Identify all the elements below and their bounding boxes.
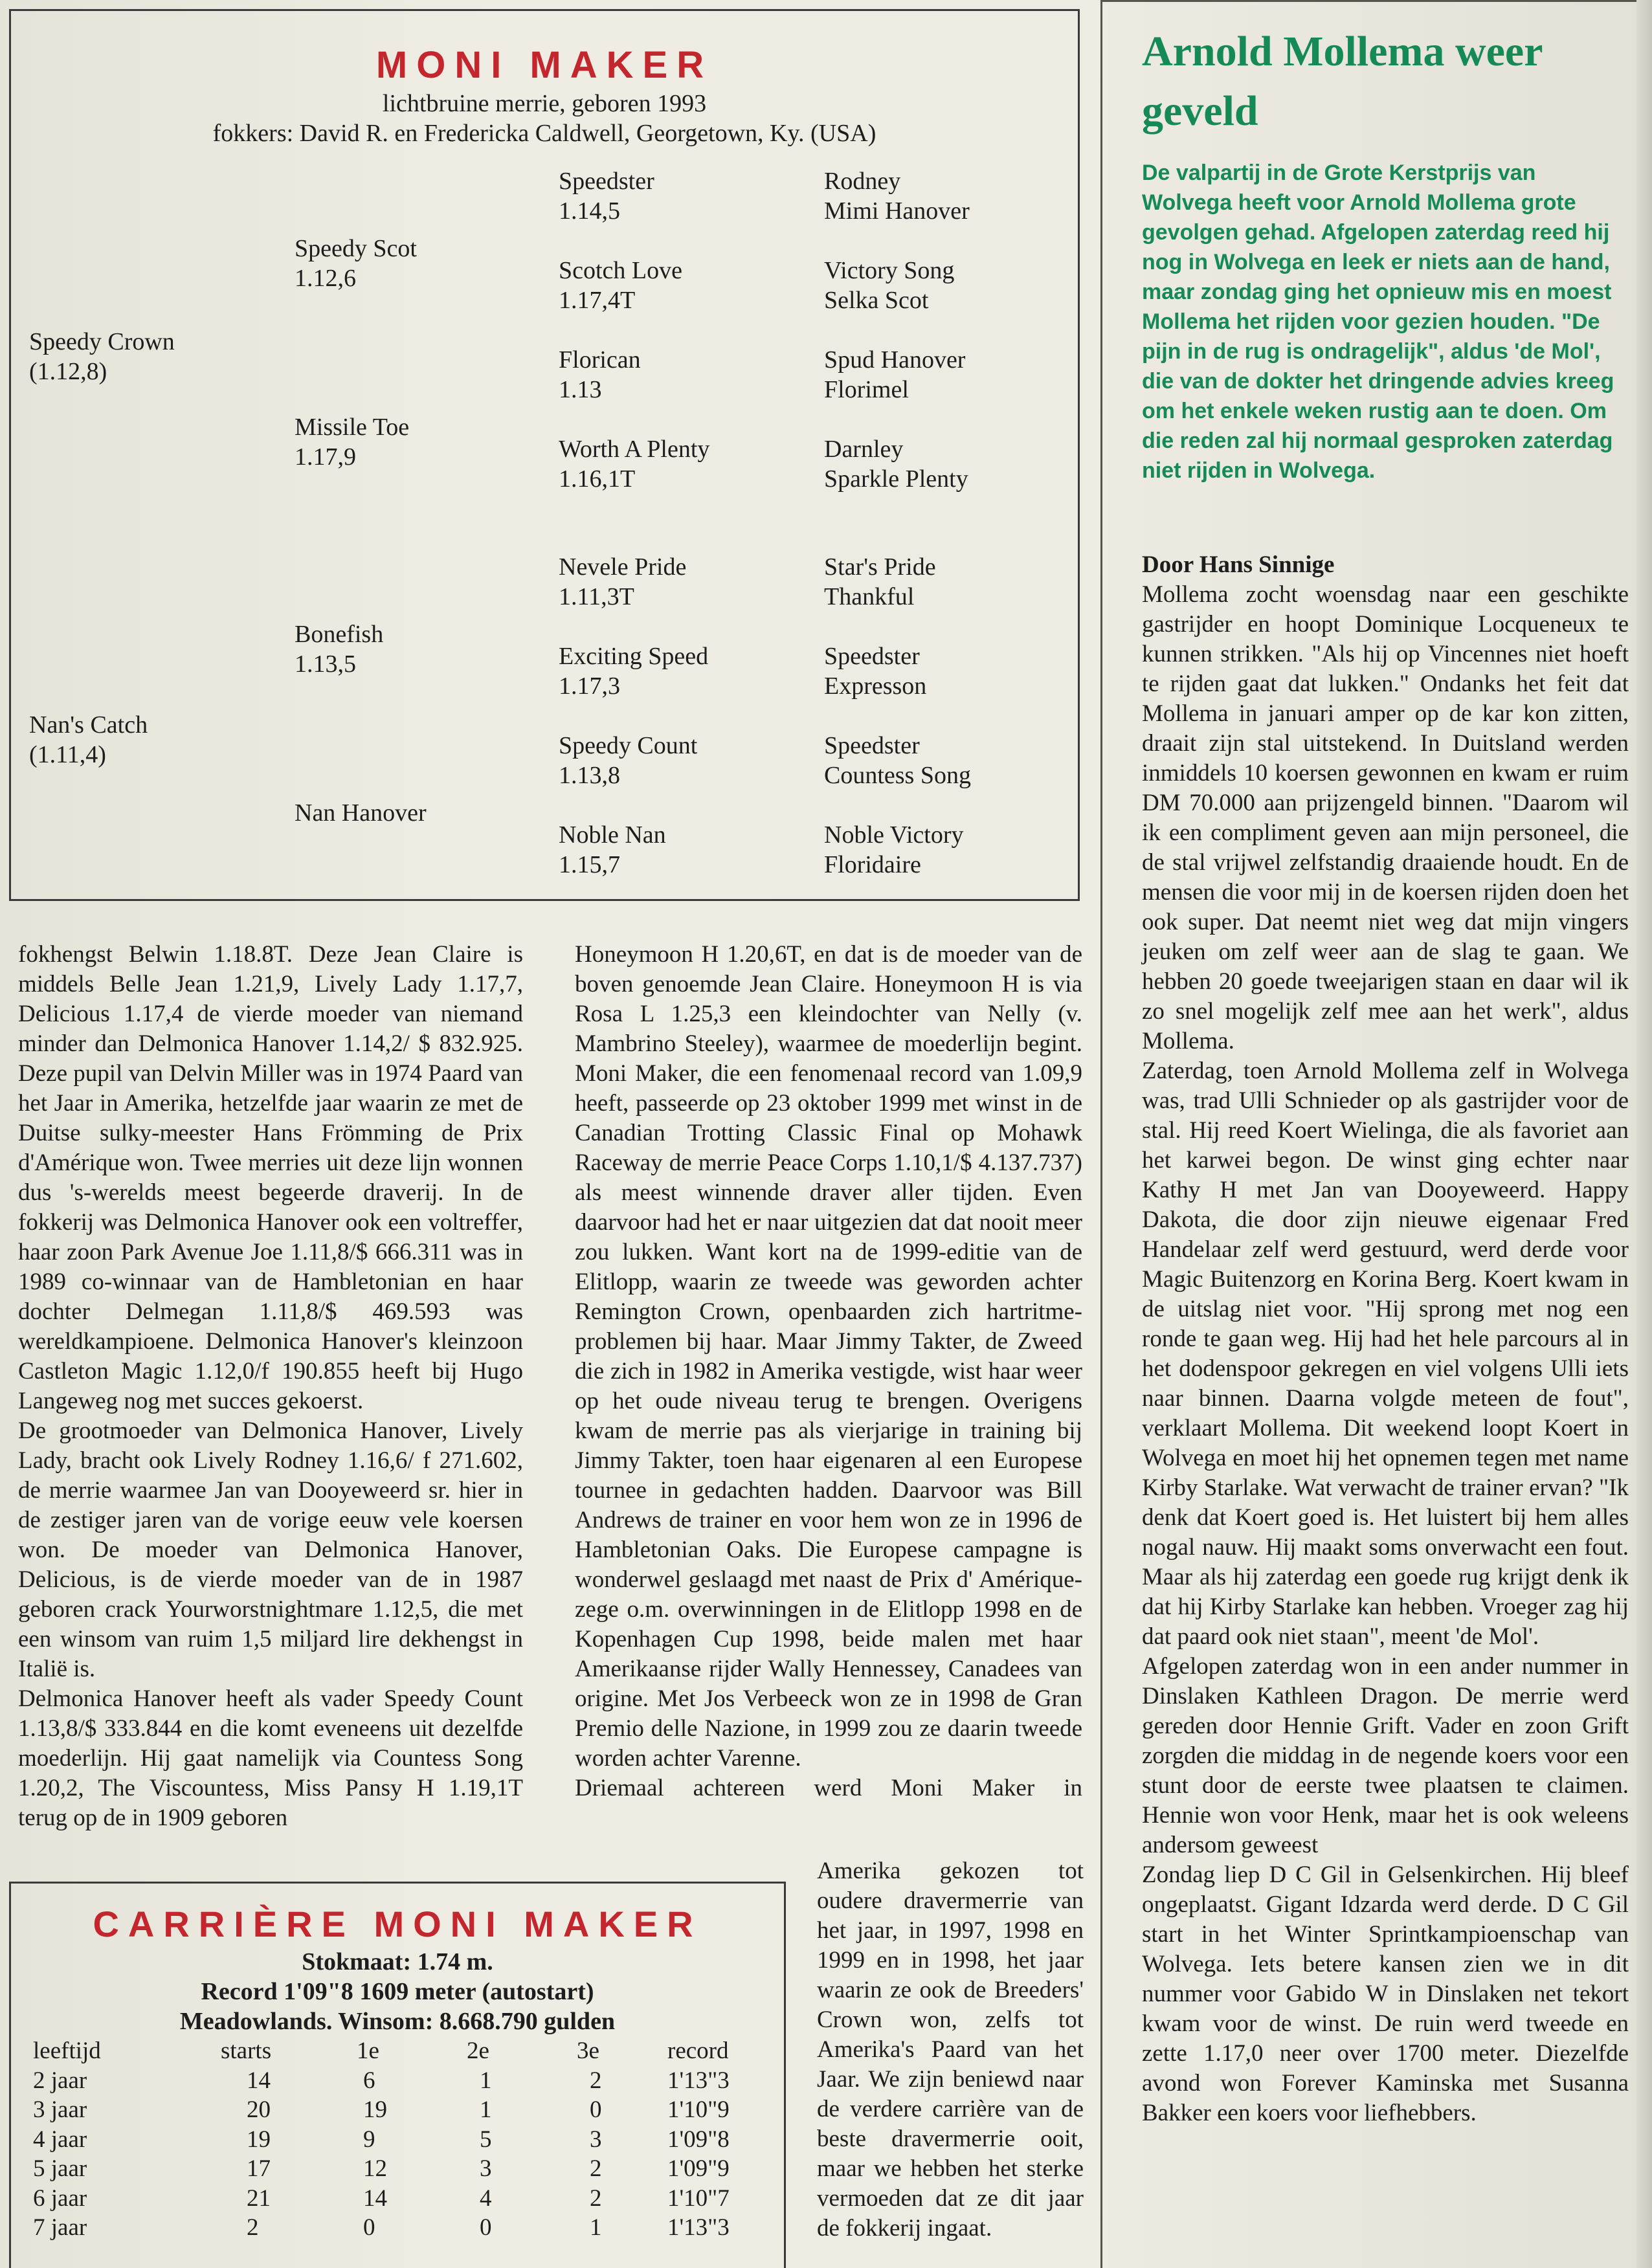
article-paragraph: Honeymoon H 1.20,6T, en dat is de moeder van de boven genoemde Jean Claire. Honeymoon H is via Rosa L 1.25,3 een kleindochter van Nelly (v. Mambrino Steeley), waarmee de moederlijn begint. Moni Maker, die een fenomenaal record van 1.09,9 heeft, passeerde op 23 oktober 1999 met winst in de Canadian Trotting Classic Final op Mohawk Raceway de merrie Peace Corps 1.10,1/$ 4.137.737) als meest winnende draver aller tijden. Even daarvoor had het er naar uitgezien dat dat nooit meer zou lukken. Want kort na de 1999-editie van de Elitlopp, waarin ze tweede was geworden achter Remington Crown, openbaarden zich hartritme-problemen bij haar. Maar Jimmy Takter, de Zweed die zich in 1982 in Amerika vestigde, wist haar weer op het oude niveau terug te brengen. Overigens kwam de merrie pas als vierjarige in training bij Jimmy Takter, toen haar eigenaren al een Europese tournee in gedachten hadden. Daarvoor was Bill Andrews de trainer en voor hem won ze in 1996 de Hambletonian Oaks. Die Europese campagne is wonderwel geslaagd met naast de Prix d' Amérique-zege o.m. overwinningen in de Elitlopp 1998 en de Kopenhagen Cup 1998, beide malen met haar Amerikaanse rijder Wally Hennessey, Canadees van origine. Met Jos Verbeeck won ze in 1998 de Gran Premio delle Nazione, in 1999 zou ze daarin tweede worden achter Varenne. <box>575 941 1082 1772</box>
sidebar-divider <box>1100 0 1102 2268</box>
horse-name: Rodney <box>824 168 901 195</box>
horse-name: Victory Song <box>824 257 955 284</box>
table-cell: 14 <box>363 2185 387 2212</box>
pedigree-subtitle: lichtbruine merrie, geboren 1993 <box>382 90 707 117</box>
table-cell: 1'09"8 <box>667 2126 730 2153</box>
pedigree-gen3-entry <box>559 552 686 612</box>
table-cell: 5 <box>480 2126 492 2153</box>
horse-record: 1.13,8 <box>559 762 620 789</box>
article-column-1 <box>18 940 523 1833</box>
table-cell: 9 <box>363 2126 375 2153</box>
table-cell: 6 jaar <box>33 2185 87 2212</box>
table-cell: 1'09"9 <box>667 2155 730 2183</box>
table-cell: 1'13"3 <box>667 2067 730 2094</box>
horse-record: 1.15,7 <box>559 851 620 878</box>
career-box <box>9 1882 786 2268</box>
pedigree-gen4-pair <box>824 731 971 790</box>
table-row <box>33 2125 771 2155</box>
table-cell: 2 <box>590 2155 602 2183</box>
horse-name: Nevele Pride <box>559 553 687 581</box>
table-cell: 7 jaar <box>33 2214 87 2241</box>
pedigree-gen4-pair <box>824 166 970 226</box>
horse-name: Thankful <box>824 583 915 610</box>
pedigree-gen3-entry <box>559 166 654 226</box>
horse-name: Speedy Scot <box>295 235 417 262</box>
horse-name: Florican <box>559 346 641 373</box>
pedigree-box <box>9 9 1080 901</box>
col-header: 2e <box>467 2038 489 2065</box>
table-cell: 14 <box>247 2067 271 2094</box>
pedigree-gen4-pair <box>824 552 936 612</box>
sidebar-lead: De valpartij in de Grote Kerstprijs van Wolvega heeft voor Arnold Mollema grote gevolgen gehad. Afgelopen zaterdag reed hij nog in Wolvega en leek er niets aan de hand, maar zondag ging het opnieuw mis en moest Mollema het rijden voor gezien houden. "De pijn in de rug is ondragelijk", aldus 'de Mol', die van de dokter het dringende advies kreeg om het enkele weken rustig aan te doen. Om die reden zal hij normaal gesproken zaterdag niet rijden in Wolvega. <box>1142 161 1614 483</box>
horse-name: Sparkle Plenty <box>824 465 968 493</box>
horse-name: Noble Nan <box>559 821 666 849</box>
horse-record: 1.14,5 <box>559 197 620 225</box>
page-edge <box>1636 0 1652 2268</box>
article-column-2 <box>575 940 1082 1803</box>
pedigree-gen3-entry <box>559 820 666 880</box>
pedigree-gen4-pair <box>824 434 968 494</box>
horse-record: 1.13 <box>559 376 602 403</box>
table-row <box>33 2095 771 2125</box>
table-cell: 3 <box>480 2155 492 2183</box>
pedigree-dam-record: (1.11,4) <box>29 741 106 768</box>
horse-record: 1.11,3T <box>559 583 634 610</box>
table-cell: 2 <box>590 2067 602 2094</box>
horse-record: 1.12,6 <box>295 265 356 292</box>
horse-name: Missile Toe <box>295 414 410 441</box>
horse-name: Expresson <box>824 673 927 700</box>
horse-name: Bonefish <box>295 621 384 648</box>
pedigree-gen4-pair <box>824 641 926 701</box>
table-row <box>33 2184 771 2214</box>
table-cell: 4 jaar <box>33 2126 87 2153</box>
pedigree-sire-name: Speedy Crown <box>29 328 175 355</box>
sidebar-top-rule <box>1100 0 1652 2</box>
horse-record: 1.16,1T <box>559 465 636 493</box>
pedigree-title: MONI MAKER <box>375 44 713 86</box>
table-cell: 1 <box>480 2096 492 2124</box>
article-paragraph: Amerika gekozen tot oudere dravermerrie van het jaar, in 1997, 1998 en 1999 en in 1998, het jaar waarin ze ook de Breeders' Crown won, zelfs tot Amerika's Paard van het Jaar. We zijn beniewd naar de verdere carrière van de beste dravermerrie ooit, maar we hebben het sterke vermoeden dat ze dit jaar de fokkerij ingaat. <box>817 1858 1084 2241</box>
horse-name: Nan Hanover <box>295 799 427 827</box>
sidebar-paragraph: Mollema zocht woensdag naar een geschikte gastrijder en hoopt Dominique Locqueneux te kunnen strikken. "Als hij op Vincennes niet hoeft te rijden gaat dat lukken." Ondanks het feit dat Mollema in januari amper op de kar kon zitten, draait zijn stal uitstekend. In Duitsland werden inmiddels 10 koersen gewonnen en kwam er ruim DM 70.000 aan prijzengeld binnen. "Daarom wil ik een compliment geven aan mijn personeel, die de stal vrijwel zelfstandig draaiende houdt. En de mensen die voor mij in de koersen rijden doen het ook super. Dat neemt niet weg dat mijn vingers jeuken om zelf weer aan de slag te gaan. We hebben 20 goede tweejarigen staan en daar wil ik zo snel mogelijk zelf mee aan het werk", aldus Mollema. <box>1142 581 1629 1054</box>
article-paragraph: De grootmoeder van Delmonica Hanover, Lively Lady, bracht ook Lively Rodney 1.16,6/ f 271.602, de merrie waarmee Jan van Dooyeweerd sr. hier in de zestiger jaren van de vorige eeuw vele koersen won. De moeder van Delmonica Hanover, Delicious, is de vierde moeder van de in 1987 geboren crack Yourworstnightmare 1.12,5, die met een winsom van ruim 1,5 miljard lire dekhengst in Italië is. <box>18 1418 523 1682</box>
pedigree-gen3-entry <box>559 256 682 315</box>
career-table-header <box>33 2036 771 2066</box>
table-cell: 0 <box>363 2214 375 2241</box>
horse-name: Speedy Count <box>559 732 698 759</box>
pedigree-gen3-entry <box>559 345 641 405</box>
pedigree-gen2-entry <box>295 234 417 293</box>
career-winsom: Meadowlands. Winsom: 8.668.790 gulden <box>179 2008 616 2035</box>
horse-name: Worth A Plenty <box>559 436 710 463</box>
article-paragraph: Delmonica Hanover heeft als vader Speedy Count 1.13,8/$ 333.844 en die komt eveneens uit dezelfde moederlijn. Hij gaat namelijk via Countess Song 1.20,2, The Viscountess, Miss Pansy H 1.19,1T terug op de in 1909 geboren <box>18 1685 523 1831</box>
table-cell: 2 <box>590 2185 602 2212</box>
article-paragraph: fokhengst Belwin 1.18.8T. Deze Jean Claire is middels Belle Jean 1.21,9, Lively Lady 1.17,7, Delicious 1.17,4 de vierde moeder van niemand minder dan Delmonica Hanover 1.14,2/ $ 832.925. Deze pupil van Delvin Miller was in 1974 Paard van het Jaar in Amerika, hetzelfde jaar waarin ze met de Duitse sulky-meester Hans Frömming de Prix d'Amérique won. Twee merries uit deze lijn wonnen dus 's-werelds meest begeerde draverij. In de fokkerij was Delmonica Hanover ook een voltreffer, haar zoon Park Avenue Joe 1.11,8/$ 666.311 was in 1989 co-winnaar van de Hambletonian en haar dochter Delmegan 1.11,8/$ 469.593 was wereldkampioene. Delmonica Hanover's kleinzoon Castleton Magic 1.12,0/f 190.855 heeft bij Hugo Langeweg nog met succes gekoerst. <box>18 941 523 1414</box>
pedigree-gen4-pair <box>824 820 963 880</box>
col-header: record <box>667 2038 729 2065</box>
horse-name: Florimel <box>824 376 909 403</box>
sidebar-byline: Door Hans Sinnige <box>1142 551 1335 578</box>
horse-name: Floridaire <box>824 851 921 878</box>
pedigree-gen3-entry <box>559 434 709 494</box>
table-cell: 1 <box>480 2067 492 2094</box>
horse-name: Exciting Speed <box>559 643 709 670</box>
table-cell: 3 jaar <box>33 2096 87 2124</box>
horse-name: Selka Scot <box>824 287 929 314</box>
sidebar-paragraph: Zondag liep D C Gil in Gelsenkirchen. Hij bleef ongeplaatst. Gigant Idzarda werd derde. D C Gil start in het Winter Sprintkampioenschap van Wolvega. Iets betere kansen zien we in dit nummer voor Gabido W in Dinslaken net tekort kwam voor de winst. De ruin werd tweede en zette 1.17,0 neer over 1700 meter. Diezelfde avond won Forever Kaminska met Susanna Bakker een koers voor liefhebbers. <box>1142 1862 1629 2126</box>
horse-name: Countess Song <box>824 762 971 789</box>
horse-name: Mimi Hanover <box>824 197 970 225</box>
col-header: 1e <box>357 2038 379 2065</box>
horse-name: Speedster <box>559 168 654 195</box>
col-header: leeftijd <box>33 2038 101 2065</box>
table-row <box>33 2213 771 2243</box>
article-column-2-narrow <box>817 1856 1084 2243</box>
table-cell: 2 jaar <box>33 2067 87 2094</box>
table-cell: 3 <box>590 2126 602 2153</box>
col-header: starts <box>221 2038 272 2065</box>
pedigree-breeders: fokkers: David R. en Fredericka Caldwell, Georgetown, Ky. (USA) <box>212 120 876 147</box>
pedigree-gen4-pair <box>824 256 954 315</box>
table-cell: 1'10"9 <box>667 2096 730 2124</box>
sidebar-body <box>1142 580 1629 2128</box>
horse-name: Speedster <box>824 643 920 670</box>
table-cell: 20 <box>247 2096 271 2124</box>
table-cell: 1'10"7 <box>667 2185 730 2212</box>
sidebar-paragraph: Afgelopen zaterdag won in een ander nummer in Dinslaken Kathleen Dragon. De merrie werd gereden door Hennie Grift. Vader en zoon Grift zorgden die middag in de negende koers voor een stunt door de eerste twee plaatsen te claimen. Hennie won voor Henk, maar het is ook weleens andersom geweest <box>1142 1653 1629 1858</box>
sidebar-headline: Arnold Mollema weer geveld <box>1142 28 1543 135</box>
table-cell: 0 <box>480 2214 492 2241</box>
sidebar-paragraph: Zaterdag, toen Arnold Mollema zelf in Wolvega was, trad Ulli Schnieder op als gastrijder voor de stal. Hij reed Koert Wielinga, die als favoriet aan het karwei begon. De winst ging echter naar Kathy H met Jan van Dooyeweerd. Happy Dakota, die door zijn nieuwe eigenaar Fred Handelaar zelf werd gestuurd, werd derde voor Magic Buitenzorg en Korina Berg. Koert kwam in de uitslag niet voor. "Hij sprong met nog een ronde te gaan weg. Hij had het hele parcours al in het dodenspoor gekregen en viel volgens Ulli iets naar binnen. Daarna volgde meteen de fout", verklaart Mollema. Dit weekend loopt Koert in Wolvega en moet hij het opnemen tegen met name Kirby Starlake. Wat verwacht de trainer ervan? "Ik denk dat Koert goed is. Het luistert bij hem alles nogal nauw. Hij maakt soms onverwacht een fout. Maar als hij zaterdag een goede rug krijgt denk ik dat hij Kirby Starlake kan hebben. Vroeger zag hij dat paard ook niet staan", meent 'de Mol'. <box>1142 1058 1629 1650</box>
career-table <box>33 2036 771 2243</box>
pedigree-gen3-entry <box>559 731 697 790</box>
horse-name: Noble Victory <box>824 821 964 849</box>
pedigree-dam <box>29 710 148 770</box>
pedigree-gen4-pair <box>824 345 965 405</box>
career-stokmaat: Stokmaat: 1.74 m. <box>302 1948 493 1975</box>
table-cell: 4 <box>480 2185 492 2212</box>
horse-name: Speedster <box>824 732 920 759</box>
pedigree-gen2-entry <box>295 798 427 828</box>
article-paragraph: Driemaal achtereen werd Moni Maker in <box>575 1775 1082 1801</box>
table-cell: 19 <box>363 2096 387 2124</box>
horse-record: 1.17,4T <box>559 287 636 314</box>
table-cell: 5 jaar <box>33 2155 87 2183</box>
pedigree-dam-name: Nan's Catch <box>29 711 148 739</box>
table-cell: 2 <box>247 2214 259 2241</box>
table-cell: 0 <box>590 2096 602 2124</box>
table-cell: 21 <box>247 2185 271 2212</box>
pedigree-gen2-entry <box>295 412 409 472</box>
table-row <box>33 2066 771 2096</box>
horse-name: Star's Pride <box>824 553 936 581</box>
table-cell: 17 <box>247 2155 271 2183</box>
career-record: Record 1'09"8 1609 meter (autostart) <box>201 1978 594 2005</box>
pedigree-gen3-entry <box>559 641 708 701</box>
horse-name: Darnley <box>824 436 904 463</box>
table-cell: 12 <box>363 2155 387 2183</box>
table-cell: 19 <box>247 2126 271 2153</box>
career-title: CARRIÈRE MONI MAKER <box>93 1904 702 1944</box>
pedigree-gen2-entry <box>295 619 383 679</box>
col-header: 3e <box>577 2038 599 2065</box>
table-cell: 1'13"3 <box>667 2214 730 2241</box>
horse-name: Spud Hanover <box>824 346 966 373</box>
table-cell: 6 <box>363 2067 375 2094</box>
pedigree-sire <box>29 327 175 386</box>
pedigree-sire-record: (1.12,8) <box>29 358 107 385</box>
horse-name: Scotch Love <box>559 257 683 284</box>
horse-record: 1.17,9 <box>295 443 356 471</box>
table-row <box>33 2154 771 2184</box>
table-cell: 1 <box>590 2214 602 2241</box>
horse-record: 1.13,5 <box>295 650 356 678</box>
horse-record: 1.17,3 <box>559 673 620 700</box>
